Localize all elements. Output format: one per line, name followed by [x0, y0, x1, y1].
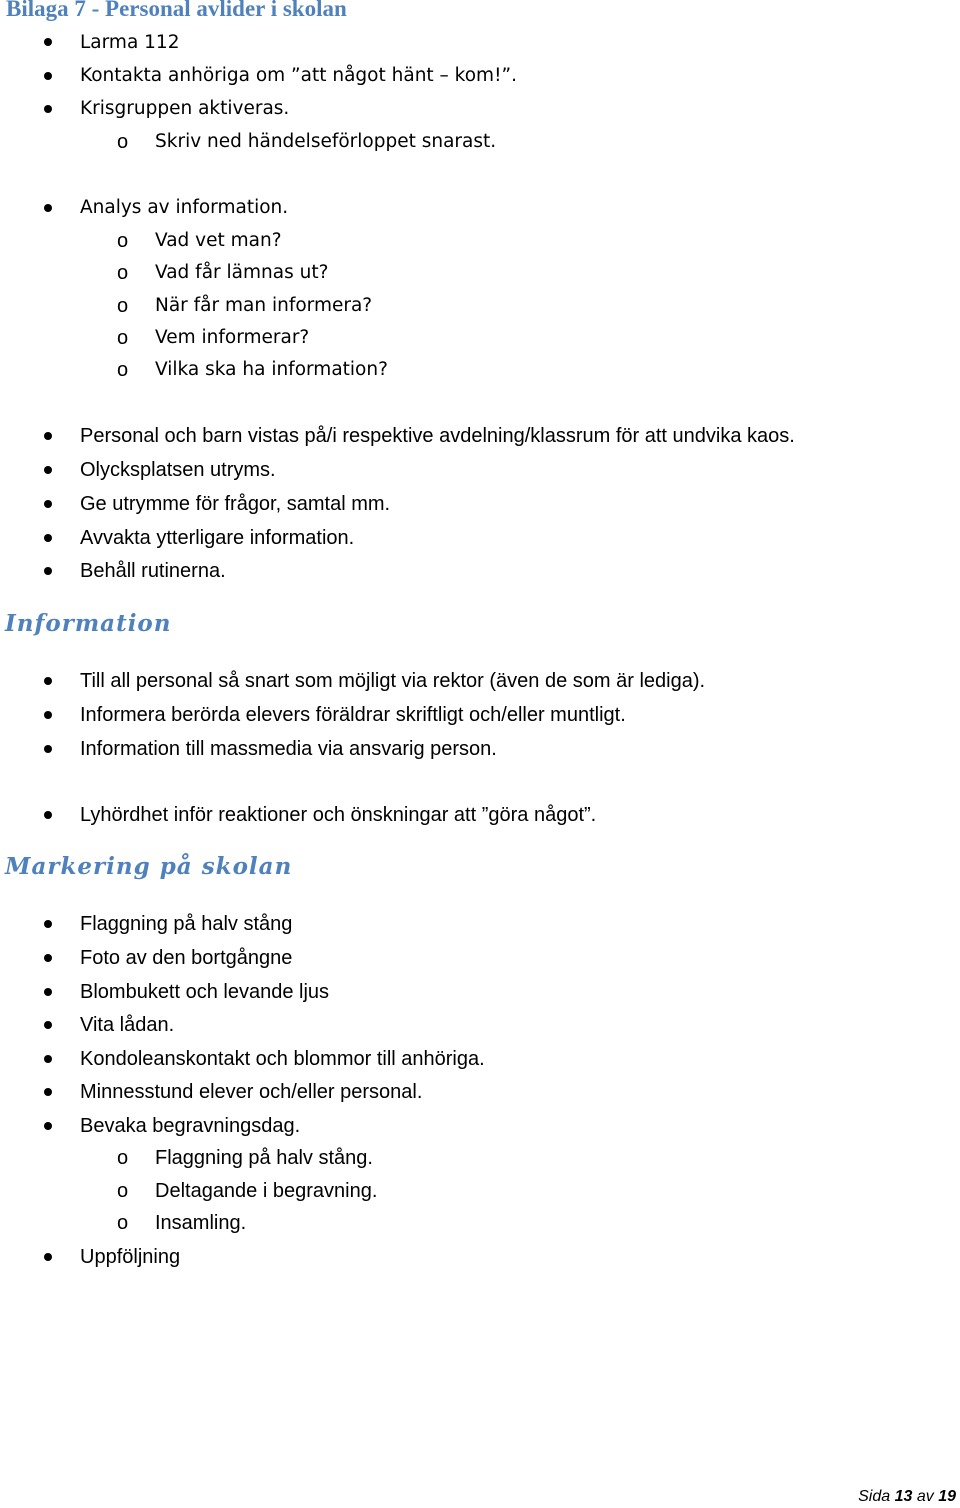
list-item: Personal och barn vistas på/i respektive avdelning/klassrum för att undvika kaos.	[80, 425, 795, 447]
page-footer	[858, 1488, 956, 1506]
list-item: Avvakta ytterligare information.	[80, 527, 355, 549]
sub-bullet-icon: o	[117, 295, 129, 317]
list-item: Lyhördhet inför reaktioner och önskningar att ”göra något”.	[80, 804, 597, 826]
bullet-icon	[44, 1253, 52, 1261]
bullet-icon	[44, 988, 52, 996]
bullet-icon	[44, 204, 52, 212]
sub-bullet-icon: o	[117, 1180, 129, 1202]
page-title: Bilaga 7 - Personal avlider i skolan	[6, 0, 347, 21]
list-item: Foto av den bortgångne	[80, 947, 293, 969]
bullet-icon	[44, 920, 52, 928]
sub-list-item: Vem informerar?	[155, 327, 310, 348]
bullet-icon	[44, 745, 52, 753]
bullet-icon	[44, 1122, 52, 1130]
sub-bullet-icon: o	[117, 359, 129, 381]
list-item: Olycksplatsen utryms.	[80, 459, 276, 481]
footer-middle: av	[916, 1488, 934, 1505]
sub-list-item: Vad får lämnas ut?	[155, 262, 329, 283]
bullet-icon	[44, 711, 52, 719]
sub-bullet-icon: o	[117, 230, 129, 252]
bullet-icon	[44, 534, 52, 542]
list-item: Kondoleanskontakt och blommor till anhöriga.	[80, 1048, 485, 1070]
list-item: Blombukett och levande ljus	[80, 981, 330, 1003]
sub-bullet-icon: o	[117, 262, 129, 284]
bullet-icon	[44, 432, 52, 440]
sub-bullet-icon: o	[117, 131, 129, 153]
sub-list-item: Vad vet man?	[155, 230, 282, 251]
list-item: Ge utrymme för frågor, samtal mm.	[80, 493, 391, 515]
list-item: Flaggning på halv stång	[80, 913, 293, 935]
bullet-icon	[44, 1021, 52, 1029]
bullet-icon	[44, 811, 52, 819]
list-item: Till all personal så snart som möjligt via rektor (även de som är lediga).	[80, 670, 706, 692]
current-page-number: 13	[894, 1488, 913, 1505]
bullet-icon	[44, 954, 52, 962]
list-item: Vita lådan.	[80, 1014, 175, 1036]
bullet-icon	[44, 1088, 52, 1096]
bullet-icon	[44, 72, 52, 80]
bullet-icon	[44, 500, 52, 508]
sub-bullet-icon: o	[117, 1147, 129, 1169]
footer-prefix: Sida	[858, 1488, 891, 1505]
sub-list-item: Insamling.	[155, 1212, 247, 1234]
total-page-count: 19	[938, 1488, 956, 1505]
section-heading-information: Information	[5, 610, 172, 637]
list-item: Uppföljning	[80, 1246, 181, 1268]
list-item: Krisgruppen aktiveras.	[80, 98, 290, 119]
sub-list-item: När får man informera?	[155, 295, 373, 316]
list-item: Information till massmedia via ansvarig person.	[80, 738, 497, 760]
sub-bullet-icon: o	[117, 327, 129, 349]
bullet-icon	[44, 105, 52, 113]
sub-list-item: Vilka ska ha information?	[155, 359, 388, 380]
list-item: Informera berörda elevers föräldrar skriftligt och/eller muntligt.	[80, 704, 626, 726]
bullet-icon	[44, 677, 52, 685]
sub-list-item: Deltagande i begravning.	[155, 1180, 378, 1202]
bullet-icon	[44, 466, 52, 474]
list-item: Kontakta anhöriga om ”att något hänt – kom!”.	[80, 65, 517, 86]
sub-bullet-icon: o	[117, 1212, 129, 1234]
sub-list-item: Skriv ned händelseförloppet snarast.	[155, 131, 497, 152]
bullet-icon	[44, 567, 52, 575]
list-item: Bevaka begravningsdag.	[80, 1115, 301, 1137]
list-item: Behåll rutinerna.	[80, 560, 226, 582]
list-item: Minnesstund elever och/eller personal.	[80, 1081, 423, 1103]
bullet-icon	[44, 1055, 52, 1063]
list-item: Larma 112	[80, 32, 180, 53]
section-heading-markering: Markering på skolan	[5, 853, 293, 880]
list-item: Analys av information.	[80, 197, 289, 218]
sub-list-item: Flaggning på halv stång.	[155, 1147, 373, 1169]
bullet-icon	[44, 38, 52, 46]
